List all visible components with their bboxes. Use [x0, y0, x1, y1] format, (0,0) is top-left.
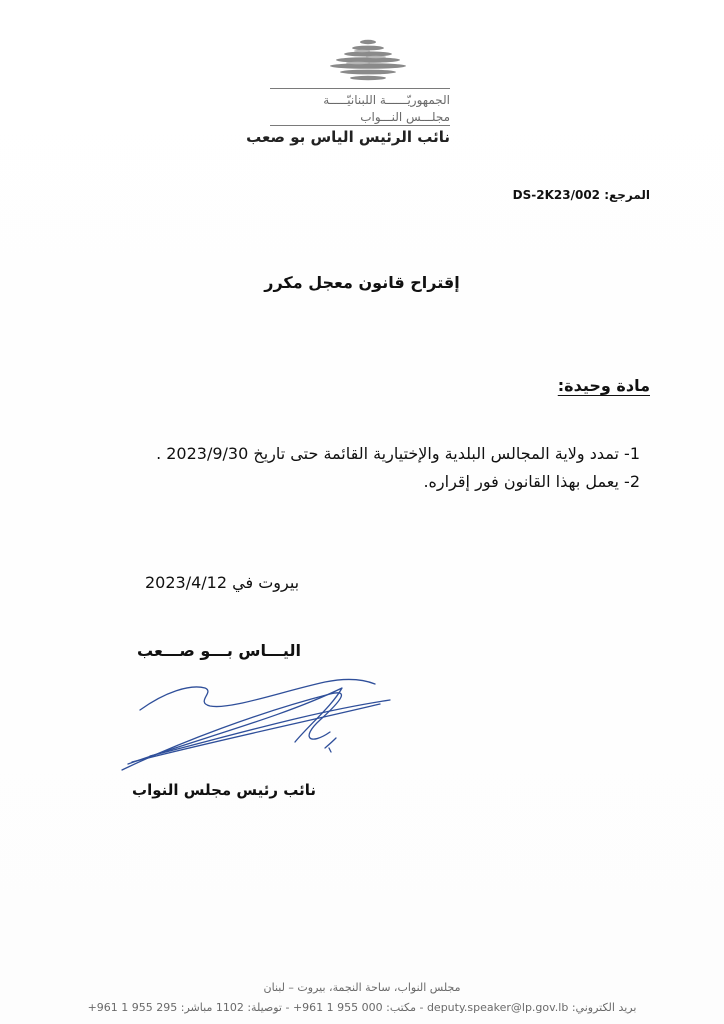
footer-address: مجلس النواب، ساحة النجمة، بيروت – لبنان	[263, 981, 461, 994]
signer-name: اليـــاس بـــو صـــعب	[137, 641, 301, 660]
letterhead-rule-bottom	[270, 125, 450, 126]
article-heading: مادة وحيدة:	[557, 376, 650, 395]
clause-item: 1- تمدد ولاية المجالس البلدية والإختيارية القائمة حتى تاريخ 2023/9/30 .	[156, 444, 640, 463]
reference-label: المرجع:	[604, 188, 650, 202]
letterhead-rule-top	[270, 88, 450, 89]
footer	[0, 978, 724, 1018]
letterhead	[246, 38, 460, 148]
cedar-emblem-icon	[328, 38, 408, 84]
place-date: بيروت في 2023/4/12	[145, 573, 300, 592]
clauses-list	[120, 440, 640, 496]
footer-contact: بريد الكتروني: deputy.speaker@lp.gov.lb - مكتب: 000 955 1 961+ - توصيلة: 1102 مباشر: 295 955 1 961+	[87, 1001, 637, 1014]
clause-item: 2- يعمل بهذا القانون فور إقراره.	[423, 472, 640, 491]
signer-title: نائب رئيس مجلس النواب	[132, 781, 316, 799]
letterhead-republic: الجمهوريّــــــة اللبنانيّـــــة	[323, 93, 450, 107]
reference-code: DS-2K23/002	[512, 188, 601, 202]
letterhead-deputy-speaker: نائب الرئيس الياس بو صعب	[246, 128, 450, 146]
handwritten-signature-icon	[110, 672, 400, 782]
letterhead-parliament: مجلـــس النـــواب	[360, 110, 450, 124]
reference-line	[513, 188, 650, 202]
document-title: إقتراح قانون معجل مكرر	[264, 273, 460, 292]
